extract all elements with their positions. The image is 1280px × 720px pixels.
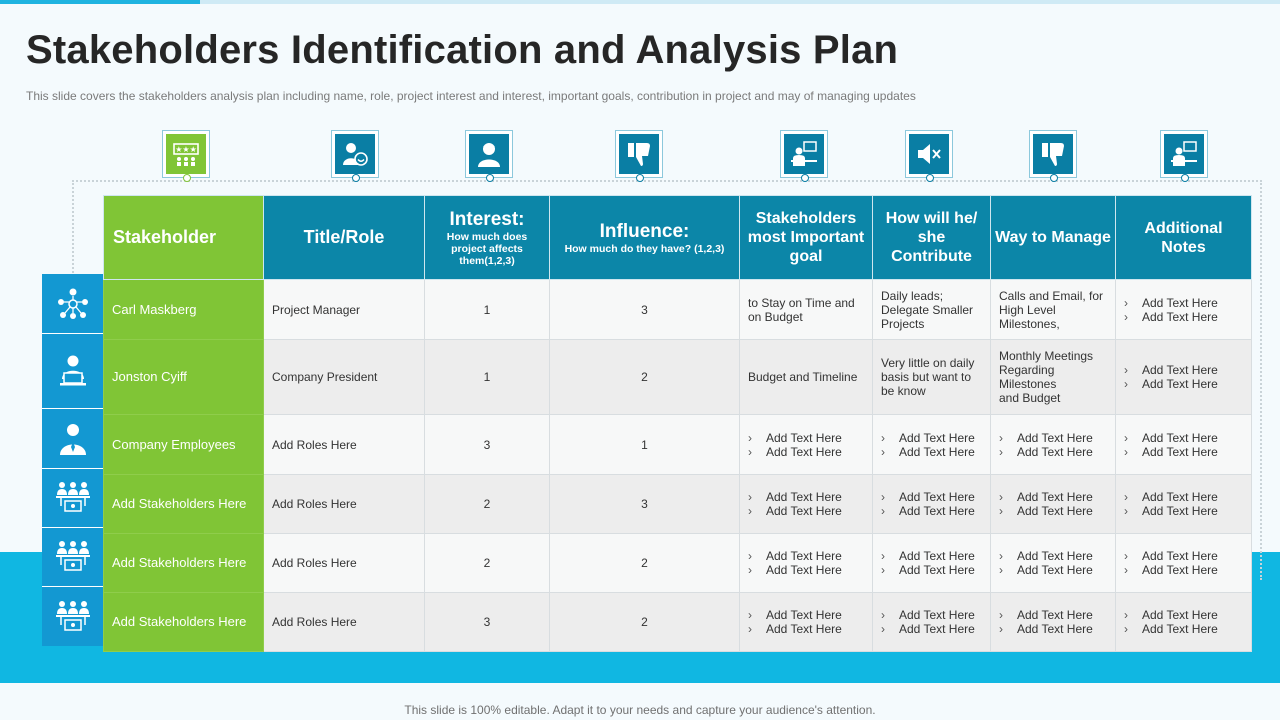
bullet-item: › Add Text Here <box>881 504 982 518</box>
bullet-item: › Add Text Here <box>881 622 982 636</box>
contribute-line: Projects <box>881 316 925 331</box>
goal-line: to Stay on Time and <box>748 295 855 310</box>
header-interest <box>425 196 550 280</box>
contribute-cell <box>873 280 991 340</box>
manage-line: and Budget <box>999 391 1061 405</box>
bullet-item: › Add Text Here <box>748 490 864 504</box>
bullet-item: › Add Text Here <box>1124 363 1243 377</box>
goal-line: on Budget <box>748 309 803 324</box>
notes-cell <box>1116 593 1252 652</box>
presenter-icon <box>1161 131 1207 177</box>
team-icon <box>42 528 103 587</box>
manage-line: Milestones, <box>999 316 1060 331</box>
header-notes: Additional Notes <box>1116 196 1252 280</box>
row-icon-strip <box>42 274 103 646</box>
notes-cell <box>1116 340 1252 415</box>
bullet-item: › Add Text Here <box>1124 608 1243 622</box>
contribute-line: Daily leads; <box>881 288 944 303</box>
contribute-line: Delegate Smaller <box>881 302 974 317</box>
user-laptop-icon <box>42 334 103 409</box>
influence-cell: 3 <box>550 280 740 340</box>
contribute-cell <box>873 534 991 593</box>
bullet-item: › Add Text Here <box>999 549 1107 563</box>
bullet-item: › Add Text Here <box>1124 622 1243 636</box>
table-row <box>104 415 1252 475</box>
bullet-item: › Add Text Here <box>1124 445 1243 459</box>
goal-cell <box>740 475 873 534</box>
notes-cell <box>1116 534 1252 593</box>
notes-cell <box>1116 280 1252 340</box>
footer-note: This slide is 100% editable. Adapt it to your needs and capture your audience's attention. <box>404 703 876 717</box>
presenter-icon <box>781 131 827 177</box>
team-icon <box>42 587 103 646</box>
role-cell: Add Roles Here <box>264 593 425 652</box>
role-cell: Add Roles Here <box>264 534 425 593</box>
bullet-item: › Add Text Here <box>999 431 1107 445</box>
role-cell: Company President <box>264 340 425 415</box>
bullet-item: › Add Text Here <box>881 445 982 459</box>
bullet-item: › Add Text Here <box>748 622 864 636</box>
notes-cell <box>1116 415 1252 475</box>
goal-cell <box>740 280 873 340</box>
header-stakeholder: Stakeholder <box>104 196 264 280</box>
bullet-item: › Add Text Here <box>881 608 982 622</box>
manage-line: High Level <box>999 302 1056 317</box>
bullet-item: › Add Text Here <box>748 431 864 445</box>
goal-line: Budget and Timeline <box>748 370 858 384</box>
bullet-item: › Add Text Here <box>1124 431 1243 445</box>
table-row <box>104 475 1252 534</box>
header-title-role: Title/Role <box>264 196 425 280</box>
bullet-item: › Add Text Here <box>748 445 864 459</box>
bullet-item: › Add Text Here <box>748 504 864 518</box>
stakeholder-name: Add Stakeholders Here <box>104 534 264 593</box>
bullet-item: › Add Text Here <box>1124 504 1243 518</box>
header-influence <box>550 196 740 280</box>
influence-cell: 3 <box>550 475 740 534</box>
employee-icon <box>42 409 103 469</box>
notes-cell <box>1116 475 1252 534</box>
table-row <box>104 534 1252 593</box>
manage-cell <box>991 415 1116 475</box>
bullet-item: › Add Text Here <box>1124 549 1243 563</box>
bullet-item: › Add Text Here <box>1124 310 1243 324</box>
contribute-line: basis but want to <box>881 370 972 384</box>
manage-cell <box>991 280 1116 340</box>
page-subtitle: This slide covers the stakeholders analysis plan including name, role, project interest and interest, important goals, contribution in project and may of managing updates <box>26 89 916 103</box>
bullet-item: › Add Text Here <box>999 445 1107 459</box>
page-title: Stakeholders Identification and Analysis Plan <box>26 28 899 72</box>
stakeholder-table <box>103 195 1252 652</box>
manage-cell <box>991 475 1116 534</box>
bullet-item: › Add Text Here <box>748 549 864 563</box>
team-icon <box>42 469 103 528</box>
rating-icon <box>163 131 209 177</box>
stakeholder-name: Company Employees <box>104 415 264 475</box>
interest-cell: 2 <box>425 475 550 534</box>
manage-cell <box>991 593 1116 652</box>
header-influence-label: Influence: <box>599 220 690 242</box>
goal-cell <box>740 534 873 593</box>
thumbs-down-icon <box>616 131 662 177</box>
contribute-cell <box>873 415 991 475</box>
bullet-item: › Add Text Here <box>881 490 982 504</box>
manage-line: Monthly Meetings <box>999 349 1094 363</box>
interest-cell: 3 <box>425 415 550 475</box>
manage-line: Calls and Email, for <box>999 288 1104 303</box>
goal-cell <box>740 415 873 475</box>
interest-cell: 1 <box>425 340 550 415</box>
top-line-accent <box>0 0 200 4</box>
influence-cell: 2 <box>550 340 740 415</box>
header-interest-label: Interest: <box>449 208 525 230</box>
role-cell: Add Roles Here <box>264 475 425 534</box>
stakeholder-name: Add Stakeholders Here <box>104 475 264 534</box>
role-cell: Add Roles Here <box>264 415 425 475</box>
goal-cell <box>740 340 873 415</box>
bullet-item: › Add Text Here <box>881 563 982 577</box>
contribute-cell <box>873 593 991 652</box>
manage-cell <box>991 340 1116 415</box>
bullet-item: › Add Text Here <box>748 608 864 622</box>
bullet-item: › Add Text Here <box>999 504 1107 518</box>
stakeholder-name: Jonston Cyiff <box>104 340 264 415</box>
contribute-cell <box>873 475 991 534</box>
bullet-item: › Add Text Here <box>1124 296 1243 310</box>
bullet-item: › Add Text Here <box>748 563 864 577</box>
header-contribute: How will he/ she Contribute <box>873 196 991 280</box>
interest-cell: 3 <box>425 593 550 652</box>
manage-cell <box>991 534 1116 593</box>
role-cell: Project Manager <box>264 280 425 340</box>
manage-line: Regarding <box>999 363 1055 377</box>
bullet-item: › Add Text Here <box>999 563 1107 577</box>
contribute-cell <box>873 340 991 415</box>
network-icon <box>42 274 103 334</box>
table-row <box>104 280 1252 340</box>
manage-line: Milestones <box>999 377 1057 391</box>
bullet-item: › Add Text Here <box>999 490 1107 504</box>
influence-cell: 2 <box>550 534 740 593</box>
bullet-item: › Add Text Here <box>881 431 982 445</box>
bullet-item: › Add Text Here <box>1124 563 1243 577</box>
header-interest-sub: How much does project affects them(1,2,3) <box>446 230 528 267</box>
stakeholder-name: Add Stakeholders Here <box>104 593 264 652</box>
stakeholder-name: Carl Maskberg <box>104 280 264 340</box>
contribute-line: Very little on daily <box>881 356 975 370</box>
thumbs-down-icon <box>1030 131 1076 177</box>
contribute-line: be know <box>881 384 926 398</box>
mute-icon <box>906 131 952 177</box>
bullet-item: › Add Text Here <box>1124 490 1243 504</box>
bullet-item: › Add Text Here <box>881 549 982 563</box>
header-goal: Stakeholders most Important goal <box>740 196 873 280</box>
bullet-item: › Add Text Here <box>999 608 1107 622</box>
table-row <box>104 593 1252 652</box>
person-icon <box>466 131 512 177</box>
svg-text:★★★: ★★★ <box>175 145 197 154</box>
table-header-row <box>104 196 1252 280</box>
influence-cell: 1 <box>550 415 740 475</box>
interest-cell: 1 <box>425 280 550 340</box>
table-row <box>104 340 1252 415</box>
interest-cell: 2 <box>425 534 550 593</box>
goal-cell <box>740 593 873 652</box>
header-influence-sub: How much do they have? (1,2,3) <box>564 242 725 255</box>
influence-cell: 2 <box>550 593 740 652</box>
bullet-item: › Add Text Here <box>999 622 1107 636</box>
header-manage: Way to Manage <box>991 196 1116 280</box>
bullet-item: › Add Text Here <box>1124 377 1243 391</box>
user-smile-icon <box>332 131 378 177</box>
